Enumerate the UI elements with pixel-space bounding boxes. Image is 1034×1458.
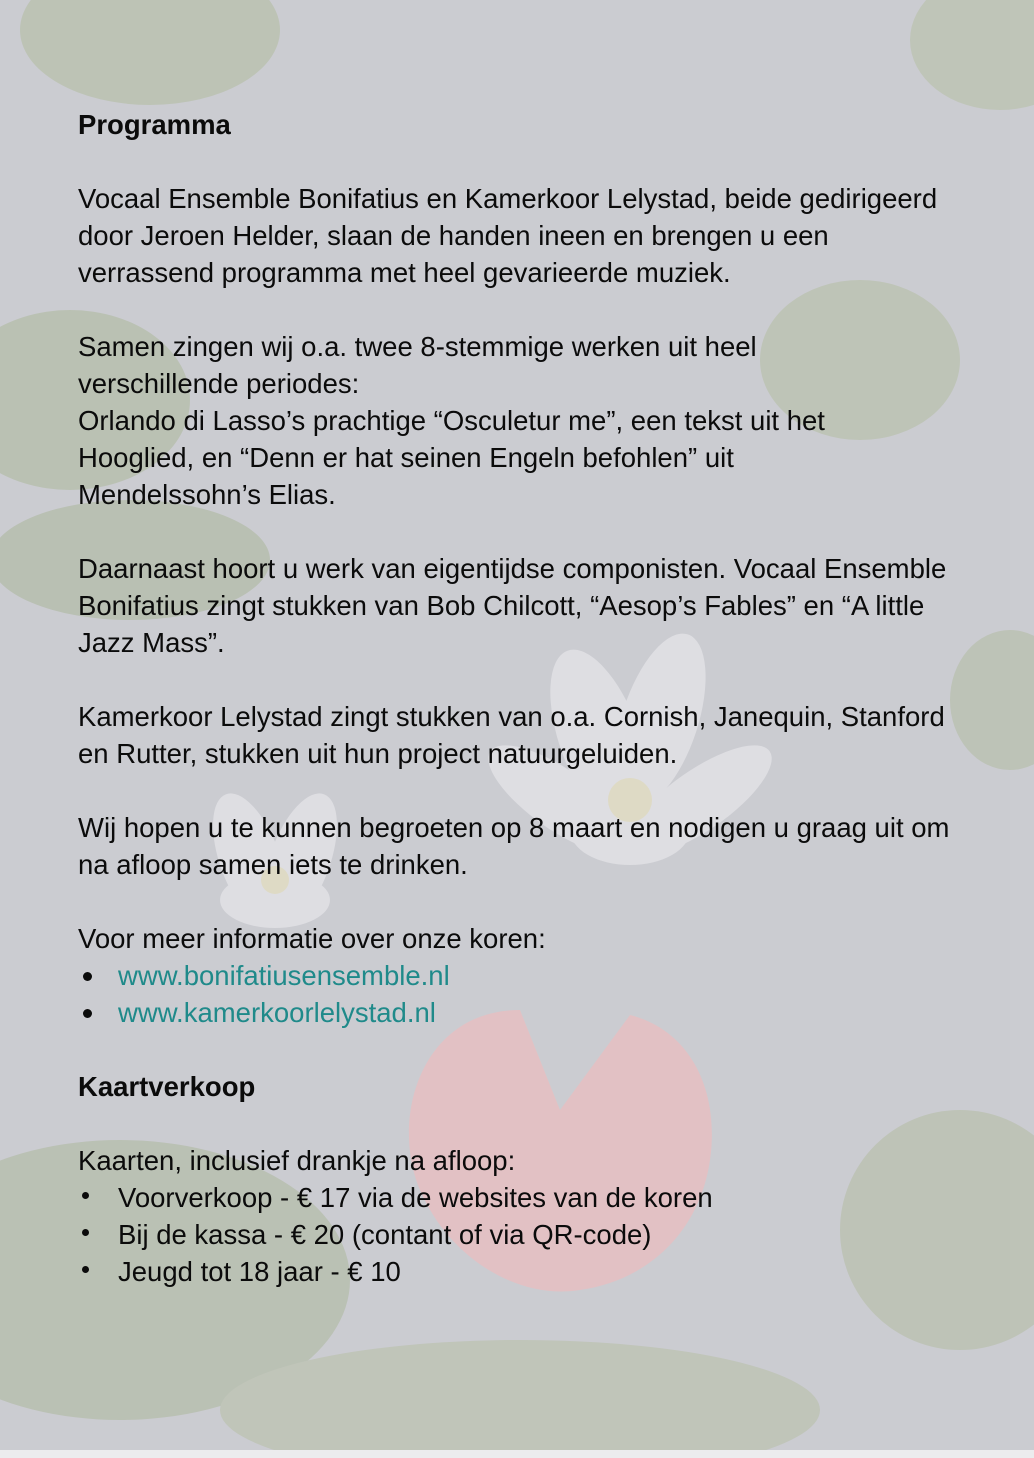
choir-links-list (78, 957, 958, 1031)
repertoire-line: Mendelssohn’s Elias. (78, 479, 336, 510)
repertoire-line: verschillende periodes: (78, 368, 360, 399)
bonifatius-website-link[interactable]: www.bonifatiusensemble.nl (118, 960, 450, 991)
program-intro-paragraph: Vocaal Ensemble Bonifatius en Kamerkoor Lelystad, beide gedirigeerd door Jeroen Helder, slaan de handen ineen en brengen u een verrassend programma met heel gevarieerde muziek. (78, 183, 938, 288)
info-intro: Voor meer informatie over onze koren: (78, 923, 546, 954)
tickets-intro: Kaarten, inclusief drankje na afloop: (78, 1145, 516, 1176)
flyer-content (78, 106, 958, 1290)
contemporary-paragraph: Daarnaast hoort u werk van eigentijdse componisten. Vocaal Ensemble Bonifatius zingt stukken van Bob Chilcott, “Aesop’s Fables” en “A little Jazz Mass”. (78, 553, 947, 658)
list-item (78, 957, 958, 994)
program-repertoire-paragraph (78, 328, 958, 513)
invitation-paragraph: Wij hopen u te kunnen begroeten op 8 maart en nodigen u graag uit om na afloop samen iets te drinken. (78, 812, 950, 880)
ticket-price-youth: Jeugd tot 18 jaar - € 10 (118, 1256, 401, 1287)
bullet-icon (83, 1009, 92, 1018)
list-item (78, 994, 958, 1031)
ticket-price-presale: Voorverkoop - € 17 via de websites van de koren (118, 1182, 713, 1213)
kamerkoor-website-link[interactable]: www.kamerkoorlelystad.nl (118, 997, 436, 1028)
bullet-icon (82, 1192, 89, 1199)
page-bottom-edge (0, 1450, 1034, 1458)
kamerkoor-paragraph: Kamerkoor Lelystad zingt stukken van o.a. Cornish, Janequin, Stanford en Rutter, stukken uit hun project natuurgeluiden. (78, 701, 945, 769)
ticket-price-door: Bij de kassa - € 20 (contant of via QR-code) (118, 1219, 652, 1250)
bullet-icon (82, 1229, 89, 1236)
list-item (78, 1216, 958, 1253)
program-heading: Programma (78, 109, 231, 140)
tickets-heading: Kaartverkoop (78, 1071, 256, 1102)
ticket-prices-list (78, 1179, 958, 1290)
bullet-icon (83, 972, 92, 981)
repertoire-line: Hooglied, en “Denn er hat seinen Engeln befohlen” uit (78, 442, 734, 473)
repertoire-line: Samen zingen wij o.a. twee 8-stemmige werken uit heel (78, 331, 757, 362)
repertoire-line: Orlando di Lasso’s prachtige “Osculetur me”, een tekst uit het (78, 405, 825, 436)
list-item (78, 1253, 958, 1290)
list-item (78, 1179, 958, 1216)
bullet-icon (82, 1266, 89, 1273)
